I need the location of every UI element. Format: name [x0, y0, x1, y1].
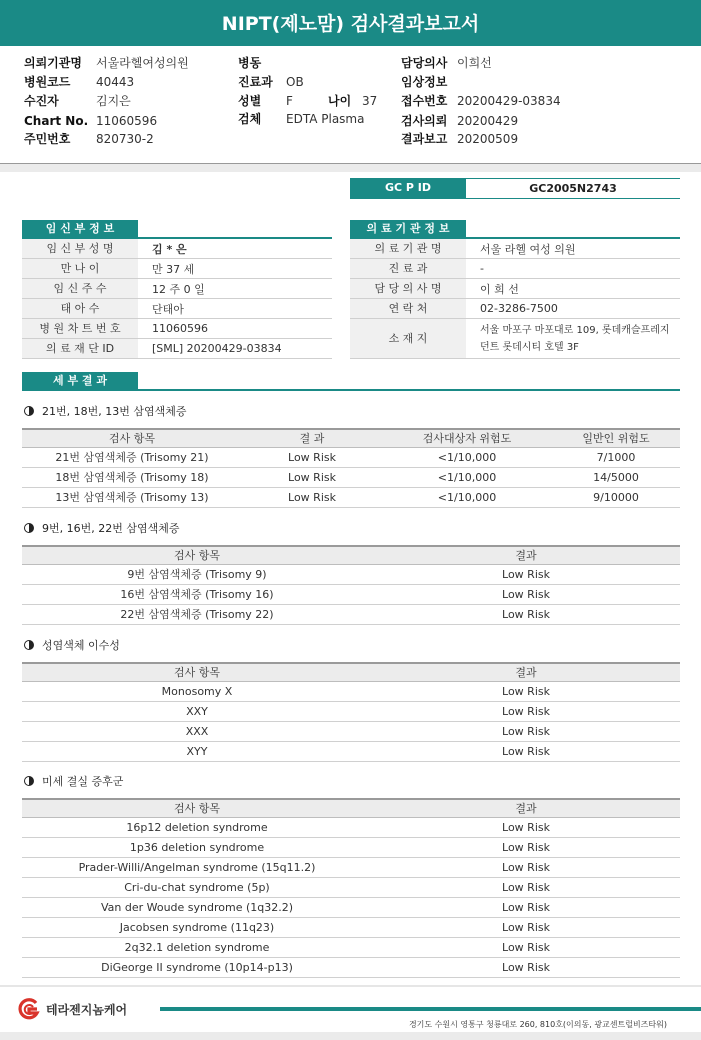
gcp-id-box: [350, 178, 680, 199]
company-address: 경기도 수원시 영통구 청룡대로 260, 810호(이의동, 광교센트럴비즈타워): [408, 1020, 667, 1029]
result-value: Low Risk: [242, 447, 382, 467]
column-header: 검사 항목: [22, 799, 372, 817]
pregnancy-row: [22, 299, 332, 319]
header-label: 검사의뢰: [401, 114, 448, 128]
institution-row: [350, 239, 680, 259]
pregnancy-row: [22, 259, 332, 279]
table-row: [22, 487, 680, 507]
header-row: [24, 112, 157, 130]
test-item: Cri-du-chat syndrome (5p): [22, 877, 372, 897]
result-group-title: [24, 773, 123, 789]
column-header: 일반인 위험도: [552, 429, 680, 447]
table-row: [22, 877, 680, 897]
test-item: XXX: [22, 721, 372, 741]
header-label: 성별: [238, 94, 262, 108]
subject-risk: <1/10,000: [382, 487, 552, 507]
table-row: [22, 564, 680, 584]
pregnancy-row: [22, 319, 332, 339]
header-label: 접수번호: [401, 94, 448, 108]
institution-row: [350, 259, 680, 279]
institution-value: 서울 라헬 여성 의원: [480, 242, 576, 256]
result-value: Low Risk: [372, 937, 680, 957]
result-value: Low Risk: [372, 584, 680, 604]
pregnancy-row: [22, 339, 332, 359]
header-label: 검체: [238, 112, 262, 126]
result-value: Low Risk: [242, 467, 382, 487]
address-line: 서울 마포구 마포대로 109, 롯데캐슬프레지: [480, 324, 670, 336]
header-row: [401, 112, 518, 130]
column-header: 결과: [372, 799, 680, 817]
header-label: 병동: [238, 56, 262, 70]
test-item: 9번 삼염색체증 (Trisomy 9): [22, 564, 372, 584]
institution-value: 02-3286-7500: [480, 302, 558, 315]
header-label: Chart No.: [24, 114, 89, 128]
test-item: XYY: [22, 741, 372, 761]
results-section-title: 세 부 결 과: [22, 372, 138, 390]
section-line: [22, 389, 680, 391]
general-risk: 14/5000: [552, 467, 680, 487]
pregnancy-value: 김 * 은: [152, 242, 187, 256]
test-item: 13번 삼염색체증 (Trisomy 13): [22, 487, 242, 507]
report-title: NIPT(제노맘) 검사결과보고서: [0, 0, 701, 46]
result-value: Low Risk: [372, 564, 680, 584]
result-value: Low Risk: [372, 817, 680, 837]
group-title-text: 9번, 16번, 22번 삼염색체증: [42, 522, 180, 535]
table-row: [22, 681, 680, 701]
test-item: 18번 삼염색체증 (Trisomy 18): [22, 467, 242, 487]
header-value: 이희선: [457, 56, 492, 70]
header-value: 서울라헬여성의원: [96, 56, 189, 70]
test-item: 21번 삼염색체증 (Trisomy 21): [22, 447, 242, 467]
header-row: [401, 92, 561, 110]
table-row: [22, 741, 680, 761]
result-value: Low Risk: [372, 857, 680, 877]
general-risk: 7/1000: [552, 447, 680, 467]
table-row: [22, 447, 680, 467]
header-row: [24, 54, 189, 72]
test-item: Monosomy X: [22, 681, 372, 701]
header-value: 김지은: [96, 94, 131, 108]
result-value: Low Risk: [372, 721, 680, 741]
result-group-title: [24, 403, 186, 419]
header-row: [24, 73, 134, 91]
table-row: [22, 701, 680, 721]
institution-row: [350, 299, 680, 319]
pregnancy-row: [22, 239, 332, 259]
pregnancy-label: 의 료 재 단 ID: [22, 339, 138, 358]
pregnancy-value: 12 주 0 일: [152, 282, 205, 296]
half-circle-icon: [24, 776, 34, 786]
table-row: [22, 584, 680, 604]
header-row: [238, 54, 286, 72]
age-label: 나이: [328, 94, 352, 108]
table-row: [22, 837, 680, 857]
test-item: 16p12 deletion syndrome: [22, 817, 372, 837]
institution-label: 소 재 지: [350, 319, 466, 358]
institution-label: 의 료 기 관 명: [350, 239, 466, 258]
test-item: 2q32.1 deletion syndrome: [22, 937, 372, 957]
table-row: [22, 857, 680, 877]
result-value: Low Risk: [372, 957, 680, 977]
table-row: [22, 721, 680, 741]
header-label: 병원코드: [24, 75, 71, 89]
header-label: 주민번호: [24, 132, 71, 146]
header-label: 임상정보: [401, 75, 448, 89]
header-value: 11060596: [96, 114, 158, 128]
pregnancy-label: 임 신 주 수: [22, 279, 138, 298]
test-item: Van der Woude syndrome (1q32.2): [22, 897, 372, 917]
header-label: 수진자: [24, 94, 59, 108]
footer-divider: [0, 985, 701, 987]
result-value: Low Risk: [372, 701, 680, 721]
table-row: [22, 957, 680, 977]
test-item: XXY: [22, 701, 372, 721]
column-header: 결 과: [242, 429, 382, 447]
column-header: 결과: [372, 546, 680, 564]
table-row: [22, 467, 680, 487]
header-row: [238, 92, 377, 110]
group-title-text: 성염색체 이수성: [42, 639, 120, 652]
pregnancy-label: 만 나 이: [22, 259, 138, 278]
result-value: Low Risk: [372, 897, 680, 917]
institution-row: [350, 279, 680, 299]
institution-label: 진 료 과: [350, 259, 466, 278]
institution-label: 담 당 의 사 명: [350, 279, 466, 298]
column-header: 검사 항목: [22, 429, 242, 447]
header-label: 담당의사: [401, 56, 448, 70]
test-item: Jacobsen syndrome (11q23): [22, 917, 372, 937]
half-circle-icon: [24, 406, 34, 416]
header-value: 820730-2: [96, 132, 154, 146]
pregnancy-section-title: 임 신 부 정 보: [22, 220, 138, 238]
result-value: Low Risk: [372, 917, 680, 937]
institution-label: 연 락 처: [350, 299, 466, 318]
header-value: OB: [286, 75, 304, 89]
footer-accent-line: [160, 1007, 701, 1011]
age-value: 37: [362, 94, 378, 108]
table-row: [22, 604, 680, 624]
result-value: Low Risk: [372, 877, 680, 897]
result-value: Low Risk: [372, 741, 680, 761]
test-item: 16번 삼염색체증 (Trisomy 16): [22, 584, 372, 604]
result-group-title: [24, 520, 179, 536]
institution-address-row: [350, 319, 680, 359]
table-row: [22, 937, 680, 957]
result-value: Low Risk: [372, 837, 680, 857]
pregnancy-label: 병 원 차 트 번 호: [22, 319, 138, 338]
group-title-text: 21번, 18번, 13번 삼염색체증: [42, 405, 187, 418]
result-value: Low Risk: [372, 604, 680, 624]
institution-section-title: 의 료 기 관 정 보: [350, 220, 466, 238]
table-row: [22, 897, 680, 917]
table-row: [22, 917, 680, 937]
institution-value: -: [480, 262, 484, 275]
institution-value: 이 희 선: [480, 282, 519, 296]
pregnancy-label: 태 아 수: [22, 299, 138, 318]
logo-mark-icon: [16, 998, 42, 1020]
subject-risk: <1/10,000: [382, 467, 552, 487]
gcp-id-value: GC2005N2743: [466, 178, 680, 198]
result-table-2: [22, 545, 680, 625]
divider-strip: [0, 164, 701, 172]
header-row: [401, 130, 518, 148]
gcp-id-label: GC P ID: [350, 178, 466, 198]
header-row: [401, 54, 492, 72]
logo-text: 테라젠지놈케어: [46, 1002, 128, 1017]
column-header: 검사 항목: [22, 546, 372, 564]
result-table-1: [22, 428, 680, 508]
header-value: EDTA Plasma: [286, 112, 365, 126]
test-item: DiGeorge II syndrome (10p14-p13): [22, 957, 372, 977]
table-row: [22, 817, 680, 837]
general-risk: 9/10000: [552, 487, 680, 507]
group-title-text: 미세 결실 증후군: [42, 775, 124, 788]
address-line: 던트 롯데시티 호텔 3F: [480, 341, 579, 353]
test-item: Prader-Willi/Angelman syndrome (15q11.2): [22, 857, 372, 877]
column-header: 검사 항목: [22, 663, 372, 681]
header-row: [24, 92, 131, 110]
column-header: 검사대상자 위험도: [382, 429, 552, 447]
pregnancy-row: [22, 279, 332, 299]
header-label: 결과보고: [401, 132, 448, 146]
header-value: 20200429-03834: [457, 94, 561, 108]
pregnancy-label: 임 신 부 성 명: [22, 239, 138, 258]
header-label: 진료과: [238, 75, 273, 89]
result-table-4: [22, 798, 680, 978]
report-header: [0, 46, 701, 164]
bottom-strip: [0, 1032, 701, 1040]
header-row: [401, 73, 457, 91]
test-item: 22번 삼염색체증 (Trisomy 22): [22, 604, 372, 624]
header-value: 20200509: [457, 132, 519, 146]
header-row: [24, 130, 154, 148]
pregnancy-value: 단태아: [152, 302, 184, 316]
result-value: Low Risk: [242, 487, 382, 507]
header-row: [238, 73, 304, 91]
half-circle-icon: [24, 640, 34, 650]
subject-risk: <1/10,000: [382, 447, 552, 467]
test-item: 1p36 deletion syndrome: [22, 837, 372, 857]
header-label: 의뢰기관명: [24, 56, 82, 70]
pregnancy-value: 11060596: [152, 322, 208, 335]
header-value: 40443: [96, 75, 135, 89]
pregnancy-value: 만 37 세: [152, 262, 195, 276]
header-value: F: [286, 94, 293, 108]
half-circle-icon: [24, 523, 34, 533]
institution-address: [466, 322, 670, 356]
header-row: [238, 110, 364, 128]
column-header: 결과: [372, 663, 680, 681]
header-value: 20200429: [457, 114, 519, 128]
result-value: Low Risk: [372, 681, 680, 701]
result-group-title: [24, 637, 120, 653]
pregnancy-value: [SML] 20200429-03834: [152, 342, 282, 355]
company-logo: [16, 998, 127, 1020]
result-table-3: [22, 662, 680, 762]
